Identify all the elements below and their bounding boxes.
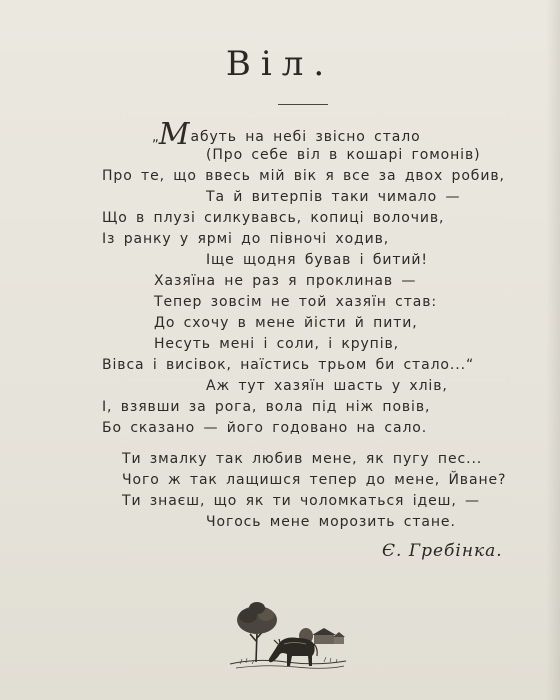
poem-line: Чогось мене морозить стане. bbox=[206, 514, 456, 530]
poem-line: Ти знаєш, що як ти чоломкаться ідеш, — bbox=[122, 493, 480, 509]
poem-line: Бо сказано — його годовано на сало. bbox=[102, 420, 428, 436]
initial-letter: М bbox=[158, 117, 190, 152]
opening-quote: „ bbox=[152, 130, 159, 145]
poem-line: Іще щодня бував і битий! bbox=[206, 252, 428, 268]
poem-line: Вівса і висівок, наїстись трьом би стало...“ bbox=[102, 357, 475, 373]
poem-line: Що в плузі силкувавсь, копиці волочив, bbox=[102, 210, 445, 226]
poem-line: Тепер зовсім не той хазяїн став: bbox=[154, 294, 438, 310]
ox-vignette-illustration bbox=[226, 598, 350, 678]
poem-line: Аж тут хазяїн шасть у хлів, bbox=[206, 378, 448, 394]
poem-line: До схочу в мене йісти й пити, bbox=[154, 315, 418, 331]
poem-line: Про те, що ввесь мій вік я все за двох робив, bbox=[102, 168, 505, 184]
poem-line: Із ранку у ярмі до півночі ходив, bbox=[102, 231, 390, 247]
page-edge-shadow bbox=[546, 0, 560, 700]
poem-line: Несуть мені і соли, і крупів, bbox=[154, 336, 400, 352]
poem-line: Ти змалку так любив мене, як пугу пес... bbox=[122, 451, 483, 467]
poem-title: Віл. bbox=[225, 44, 335, 84]
poem-line: Чого ж так лащишся тепер до мене, Йване? bbox=[122, 472, 507, 488]
author-signature: Є. Гребінка. bbox=[382, 541, 503, 561]
poem-line: Та й витерпів таки чимало — bbox=[206, 189, 461, 205]
title-divider bbox=[278, 104, 328, 105]
poem-line: (Про себе віл в кошарі гомонів) bbox=[206, 147, 481, 163]
poem-line: „Мабуть на небі звісно стало bbox=[152, 117, 421, 152]
poem-line: Хазяїна не раз я проклинав — bbox=[154, 273, 417, 289]
poem-line: І, взявши за рога, вола під ніж повів, bbox=[102, 399, 431, 415]
